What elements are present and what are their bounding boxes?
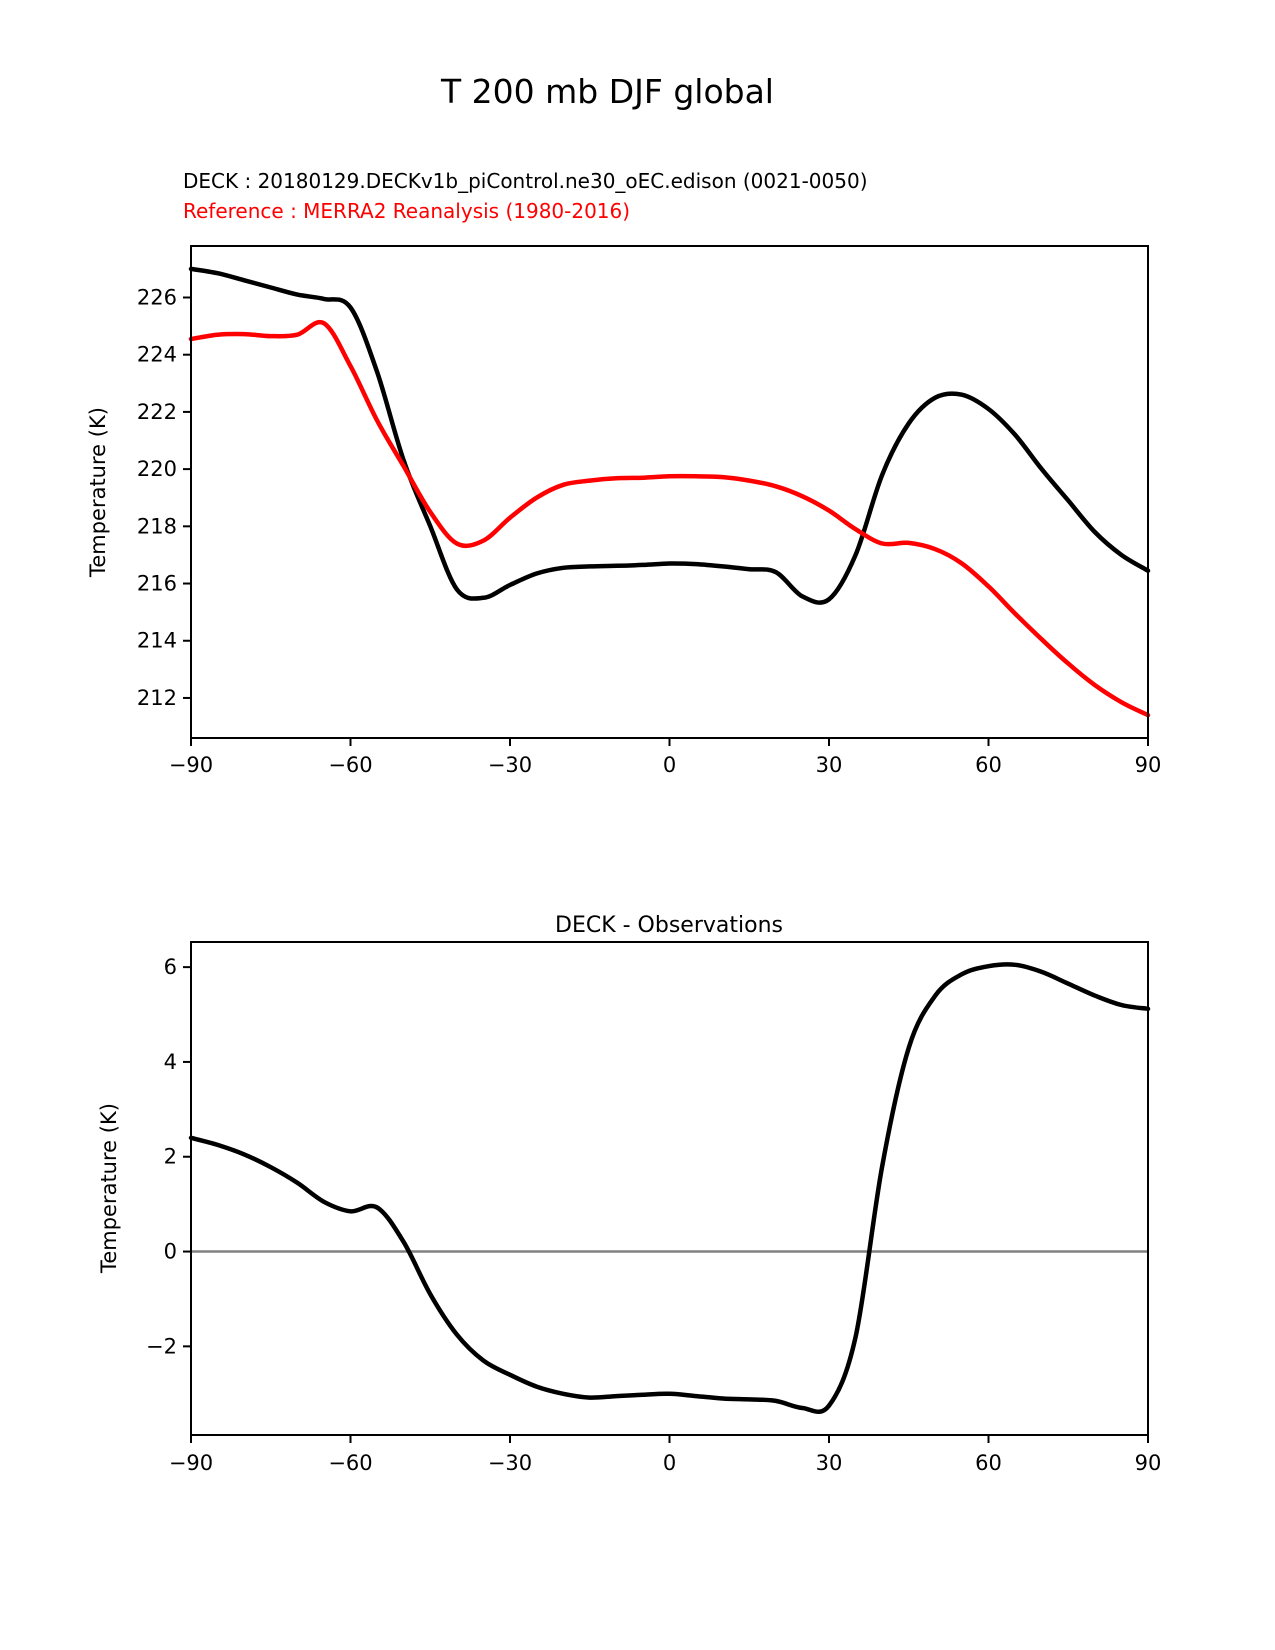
model-run-label: DECK : 20180129.DECKv1b_piControl.ne30_oEC.edison (0021-0050) (183, 169, 868, 193)
reference-label: Reference : MERRA2 Reanalysis (1980-2016) (183, 199, 631, 223)
y-tick-label: 2 (163, 1144, 177, 1169)
x-tick-label: 0 (662, 753, 677, 777)
x-tick-label: −90 (168, 1451, 214, 1475)
x-tick-label: −60 (328, 1451, 373, 1475)
top-chart (0, 230, 1275, 830)
merra2-reanalysis-line (191, 322, 1148, 715)
y-tick-label: 4 (163, 1049, 177, 1074)
x-tick-label: 90 (1134, 1451, 1162, 1475)
y-tick-label: 226 (136, 285, 177, 310)
y-tick-label: 212 (136, 685, 177, 710)
y-tick-label: 0 (163, 1239, 177, 1264)
axes-frame (191, 246, 1148, 738)
y-tick-label: 222 (136, 399, 177, 424)
y-tick-label: 214 (136, 628, 177, 653)
deck-model-line (191, 269, 1148, 603)
x-tick-label: 30 (815, 1451, 843, 1475)
x-tick-label: 30 (815, 753, 843, 777)
y-tick-label: 224 (136, 342, 177, 367)
bottom-chart (0, 900, 1275, 1520)
y-tick-label: 220 (136, 457, 177, 482)
y-tick-label: 216 (136, 571, 177, 596)
figure-title: T 200 mb DJF global (441, 72, 774, 111)
deck-minus-observations-line (191, 964, 1148, 1411)
x-tick-label: −30 (487, 1451, 533, 1475)
y-tick-label: −2 (146, 1334, 177, 1359)
top-y-axis-label: Temperature (K) (86, 407, 110, 577)
bottom-plot-area (146, 942, 1161, 1475)
axes-frame (191, 942, 1148, 1435)
x-tick-label: −90 (168, 753, 214, 777)
y-tick-label: 6 (163, 955, 177, 980)
bottom-chart-title: DECK - Observations (555, 913, 783, 938)
y-tick-label: 218 (136, 514, 177, 539)
x-tick-label: 90 (1134, 753, 1162, 777)
x-tick-label: −60 (328, 753, 373, 777)
top-plot-area (137, 246, 1161, 777)
x-tick-label: 0 (662, 1451, 677, 1475)
x-tick-label: 60 (975, 1451, 1002, 1475)
x-tick-label: 60 (975, 753, 1002, 777)
bottom-y-axis-label: Temperature (K) (97, 1103, 121, 1273)
x-tick-label: −30 (487, 753, 533, 777)
